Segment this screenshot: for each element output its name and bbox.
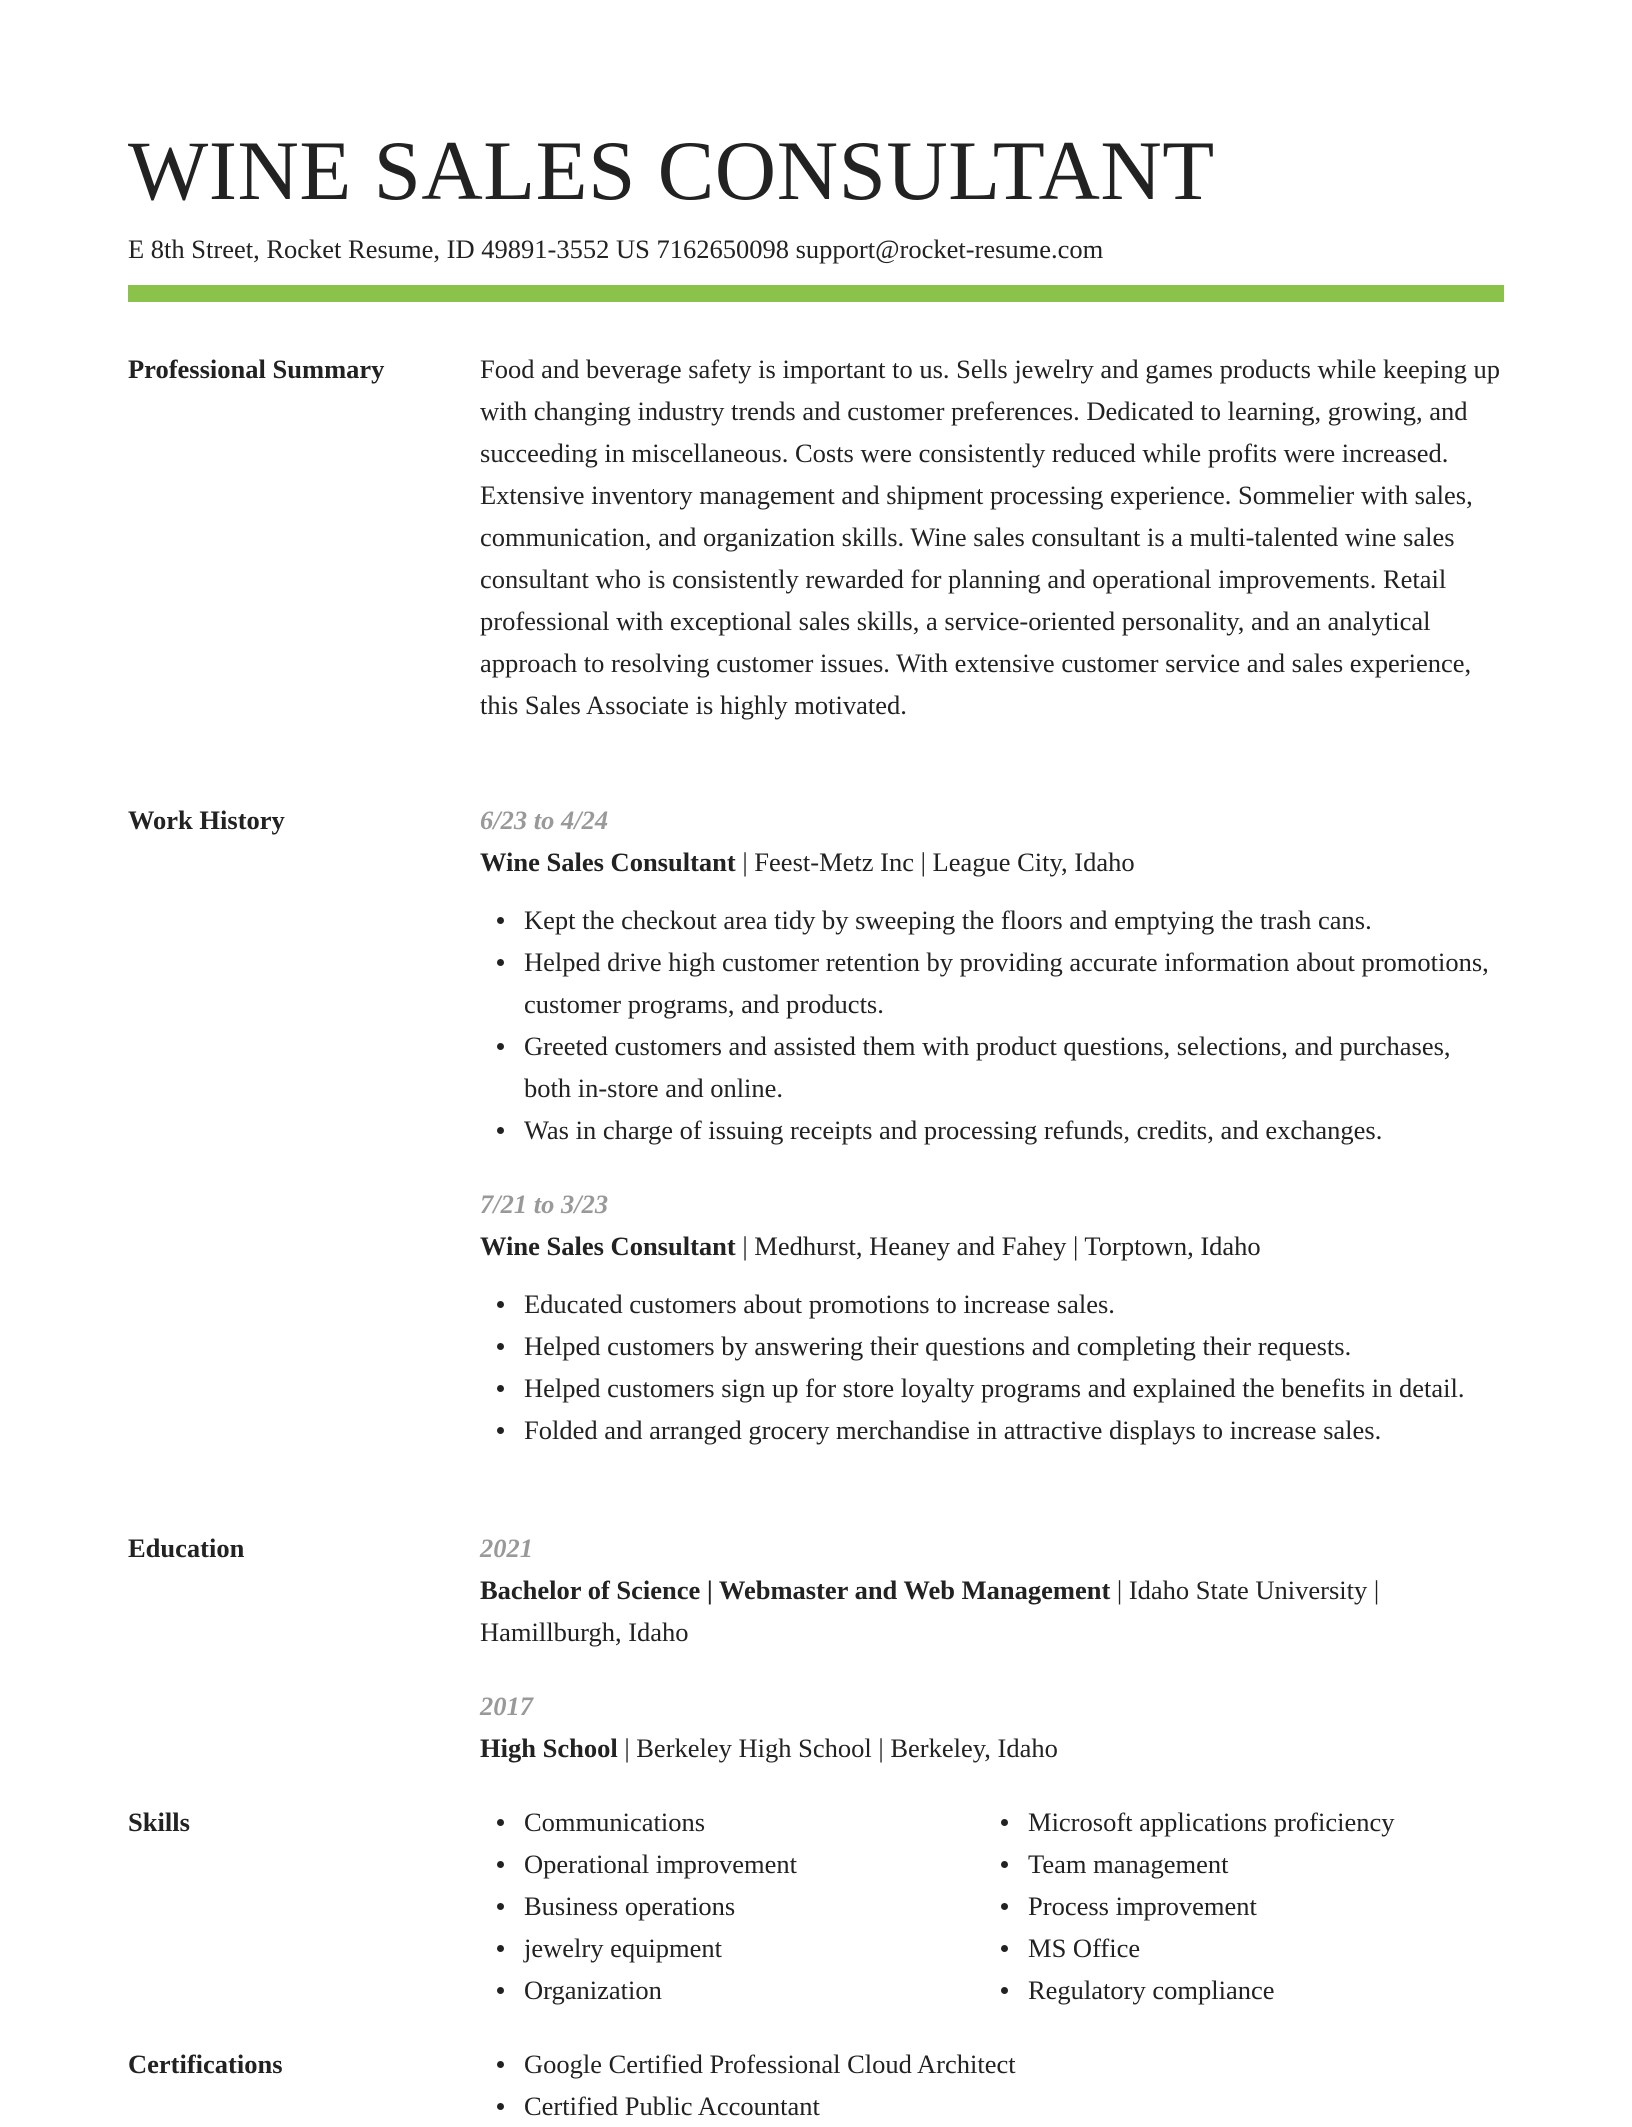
- section-label-certifications: Certifications: [128, 2049, 283, 2079]
- job-details: | Feest-Metz Inc | League City, Idaho: [735, 847, 1135, 877]
- education-year: 2021: [480, 1533, 533, 1563]
- education-details: | Idaho State University | Hamillburgh, Idaho: [480, 1575, 1380, 1647]
- job-title: Wine Sales Consultant: [480, 1231, 736, 1261]
- resume-title: WINE SALES CONSULTANT: [128, 124, 1215, 218]
- education-entry: [480, 1685, 1504, 1769]
- list-item: Certified Public Accountant: [524, 2085, 1504, 2127]
- education-heading: [480, 1569, 1504, 1653]
- job-details: | Medhurst, Heaney and Fahey | Torptown, Idaho: [735, 1231, 1261, 1261]
- summary-body: [480, 348, 1504, 726]
- list-item: jewelry equipment: [524, 1927, 984, 1969]
- list-item: Kept the checkout area tidy by sweeping the floors and emptying the trash cans.: [524, 899, 1504, 941]
- list-item: Was in charge of issuing receipts and processing refunds, credits, and exchanges.: [524, 1109, 1504, 1151]
- list-item: Folded and arranged grocery merchandise in attractive displays to increase sales.: [524, 1409, 1504, 1451]
- education-degree: Bachelor of Science | Webmaster and Web Management: [480, 1575, 1111, 1605]
- list-item: Process improvement: [1028, 1885, 1488, 1927]
- list-item: Greeted customers and assisted them with product questions, selections, and purchases, both in-store and online.: [524, 1025, 1504, 1109]
- list-item: Regulatory compliance: [1028, 1969, 1488, 2011]
- job-heading: [480, 841, 1504, 883]
- contact-line: E 8th Street, Rocket Resume, ID 49891-3552 US 7162650098 support@rocket-resume.com: [128, 234, 1104, 264]
- skills-body: [480, 1801, 1504, 2011]
- section-label-education: Education: [128, 1533, 245, 1563]
- education-details: | Berkeley High School | Berkeley, Idaho: [617, 1733, 1058, 1763]
- accent-rule: [128, 285, 1504, 302]
- job-title: Wine Sales Consultant: [480, 847, 736, 877]
- job-entry: [480, 1183, 1504, 1451]
- list-item: Communications: [524, 1801, 984, 1843]
- skills-column-left: [480, 1801, 984, 2011]
- skills-column-right: [984, 1801, 1488, 2011]
- list-item: MS Office: [1028, 1927, 1488, 1969]
- list-item: Helped customers sign up for store loyalty programs and explained the benefits in detail.: [524, 1367, 1504, 1409]
- job-bullets: [480, 1283, 1504, 1451]
- certifications-list: [480, 2043, 1504, 2127]
- certifications-body: [480, 2043, 1504, 2127]
- work-body: [480, 799, 1504, 1451]
- education-year: 2017: [480, 1691, 533, 1721]
- job-dates: 7/21 to 3/23: [480, 1189, 609, 1219]
- summary-text: Food and beverage safety is important to us. Sells jewelry and games products while keeping up with changing industry trends and customer preferences. Dedicated to learning, growing, and succeeding in miscellaneous. Costs were consistently reduced while profits were increased. Extensive inventory management and shipment processing experience. Sommelier with sales, communication, and organization skills. Wine sales consultant is a multi-talented wine sales consultant who is consistently rewarded for planning and operational improvements. Retail professional with exceptional sales skills, a service-oriented personality, and an analytical approach to resolving customer issues. With extensive customer service and sales experience, this Sales Associate is highly motivated.: [480, 354, 1501, 720]
- job-entry: [480, 799, 1504, 1151]
- skills-columns: [480, 1801, 1504, 2011]
- section-label-work: Work History: [128, 805, 285, 835]
- education-heading: [480, 1727, 1504, 1769]
- job-bullets: [480, 899, 1504, 1151]
- section-label-summary: Professional Summary: [128, 354, 385, 384]
- list-item: Educated customers about promotions to increase sales.: [524, 1283, 1504, 1325]
- list-item: Team management: [1028, 1843, 1488, 1885]
- list-item: Helped drive high customer retention by providing accurate information about promotions, customer programs, and products.: [524, 941, 1504, 1025]
- list-item: Microsoft applications proficiency: [1028, 1801, 1488, 1843]
- list-item: Helped customers by answering their questions and completing their requests.: [524, 1325, 1504, 1367]
- list-item: Business operations: [524, 1885, 984, 1927]
- list-item: Organization: [524, 1969, 984, 2011]
- education-degree: High School: [480, 1733, 618, 1763]
- job-dates: 6/23 to 4/24: [480, 805, 609, 835]
- education-entry: [480, 1527, 1504, 1653]
- skills-list-left: [480, 1801, 984, 2011]
- list-item: Google Certified Professional Cloud Architect: [524, 2043, 1504, 2085]
- section-label-skills: Skills: [128, 1807, 190, 1837]
- job-heading: [480, 1225, 1504, 1267]
- skills-list-right: [984, 1801, 1488, 2011]
- education-body: [480, 1527, 1504, 1769]
- list-item: Operational improvement: [524, 1843, 984, 1885]
